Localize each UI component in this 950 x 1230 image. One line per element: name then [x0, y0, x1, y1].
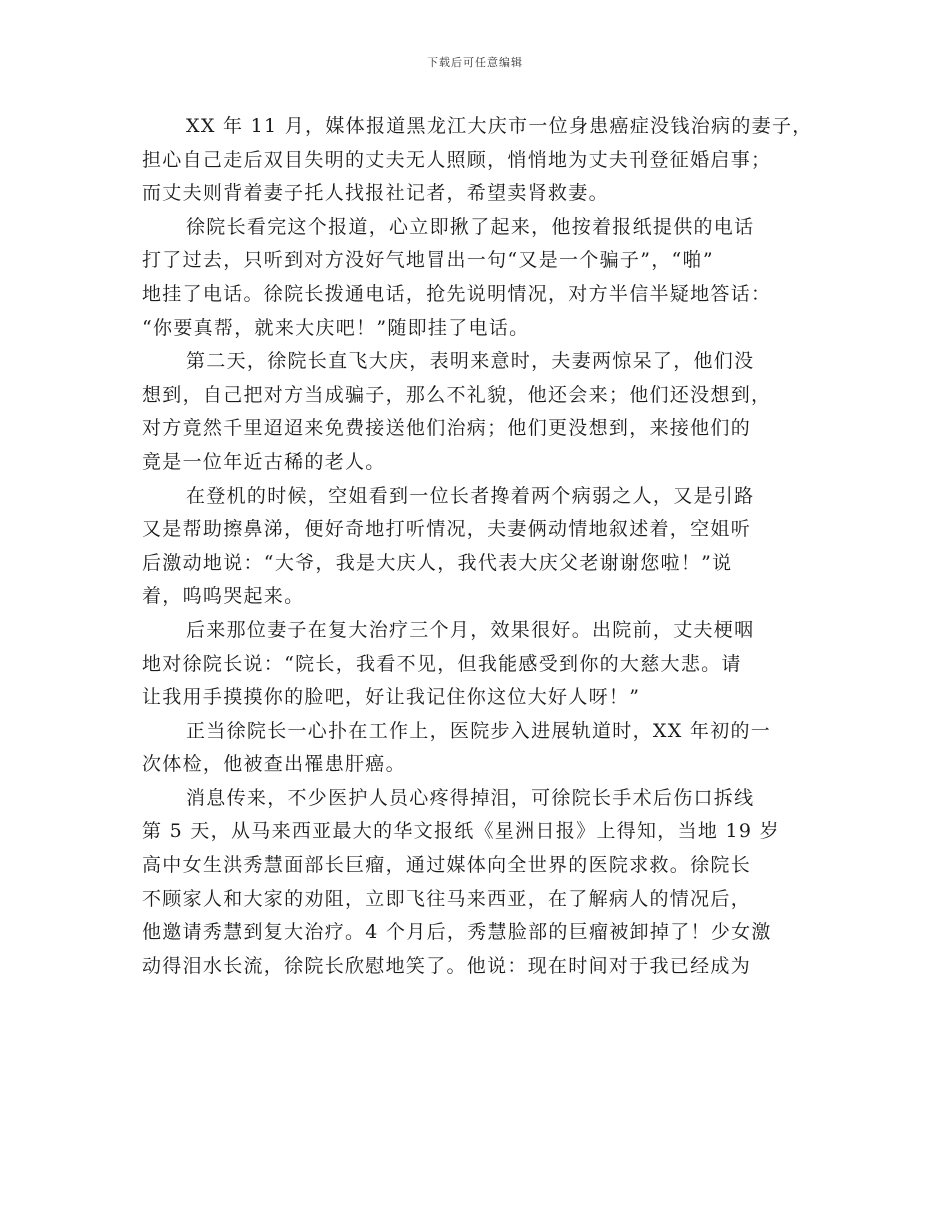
text-line: 让我用手摸摸你的脸吧，好让我记住你这位大好人呀！” — [142, 686, 641, 709]
text-line: 地对徐院长说：“院长，我看不见，但我能感受到你的大慈大悲。请 — [142, 652, 742, 675]
text-line: 又是帮助擦鼻涕，便好奇地打听情况，夫妻俩动情地叙述着，空姐听 — [142, 518, 752, 541]
text-line: 后激动地说：“大爷，我是大庆人，我代表大庆父老谢谢您啦！”说 — [142, 551, 733, 574]
text-line: XX 年 11 月，媒体报道黑龙江大庆市一位身患癌症没钱治病的妻子， — [186, 115, 813, 137]
text-line: 竟是一位年近古稀的老人。 — [142, 450, 386, 473]
text-line: 后来那位妻子在复大治疗三个月，效果很好。出院前，丈夫梗咽 — [186, 618, 755, 641]
text-line: 打了过去，只听到对方没好气地冒出一句“又是一个骗子”，“啪” — [142, 249, 714, 272]
page-header: 下载后可任意编辑 — [427, 56, 523, 69]
text-line: 消息传来，不少医护人员心疼得掉泪，可徐院长手术后伤口拆线 — [186, 786, 755, 809]
text-line: 第二天，徐院长直飞大庆，表明来意时，夫妻两惊呆了，他们没 — [186, 350, 755, 373]
text-line: 次体检，他被查出罹患肝癌。 — [142, 753, 406, 776]
text-line: 动得泪水长流，徐院长欣慰地笑了。他说：现在时间对于我已经成为 — [142, 954, 752, 977]
text-line: 地挂了电话。徐院长拨通电话，抢先说明情况，对方半信半疑地答话： — [142, 282, 772, 305]
text-line: 对方竟然千里迢迢来免费接送他们治病；他们更没想到，来接他们的 — [142, 417, 752, 440]
text-line: 在登机的时候，空姐看到一位长者搀着两个病弱之人，又是引路 — [186, 484, 755, 507]
text-line: 担心自己走后双目失明的丈夫无人照顾，悄悄地为丈夫刊登征婚启事； — [142, 148, 772, 171]
document-body — [142, 110, 812, 983]
text-line: 徐院长看完这个报道，心立即揪了起来，他按着报纸提供的电话 — [186, 215, 755, 238]
text-line: 而丈夫则背着妻子托人找报社记者，希望卖肾救妻。 — [142, 182, 609, 205]
text-line: “你要真帮，就来大庆吧！”随即挂了电话。 — [142, 316, 530, 339]
text-line: 正当徐院长一心扑在工作上，医院步入进展轨道时，XX 年初的一 — [186, 719, 772, 742]
text-line: 不顾家人和大家的劝阻，立即飞往马来西亚，在了解病人的情况后， — [142, 887, 752, 910]
text-line: 想到，自己把对方当成骗子，那么不礼貌，他还会来；他们还没想到， — [142, 383, 772, 406]
text-line: 第 5 天，从马来西亚最大的华文报纸《星洲日报》上得知，当地 19 岁 — [142, 820, 780, 843]
text-line: 高中女生洪秀慧面部长巨瘤，通过媒体向全世界的医院求救。徐院长 — [142, 854, 752, 877]
text-line: 着，呜呜哭起来。 — [142, 585, 305, 608]
text-line: 他邀请秀慧到复大治疗。4 个月后，秀慧脸部的巨瘤被卸掉了！少女激 — [142, 921, 772, 944]
